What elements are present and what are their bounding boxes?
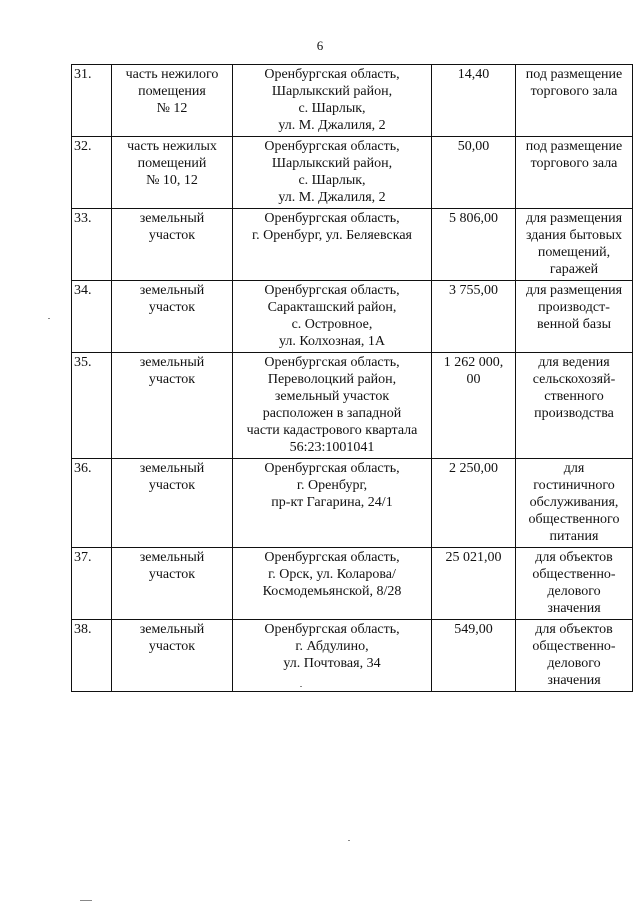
page-number: 6 bbox=[316, 38, 324, 53]
object-type-cell-line: земельный bbox=[139, 622, 205, 637]
row-number: 38. bbox=[72, 620, 112, 692]
address-cell-line: г. Абдулино, bbox=[295, 639, 369, 654]
row-number: 35. bbox=[72, 353, 112, 459]
purpose-cell bbox=[516, 353, 633, 459]
table-body bbox=[72, 65, 633, 692]
object-type-cell-line: земельный bbox=[139, 211, 205, 226]
object-type-cell bbox=[112, 137, 233, 209]
purpose-cell-line: торгового зала bbox=[530, 84, 618, 99]
purpose-cell-line: венной базы bbox=[537, 317, 611, 332]
address-cell-line: Саракташский район, bbox=[267, 300, 397, 315]
area-cell-line: 2 250,00 bbox=[449, 461, 498, 476]
address-cell-line: Оренбургская область, bbox=[264, 211, 400, 226]
area-cell bbox=[432, 353, 516, 459]
scan-speck bbox=[300, 686, 302, 687]
purpose-cell-line: под размещение bbox=[525, 67, 623, 82]
scan-speck bbox=[48, 318, 50, 319]
address-cell-line: ул. Почтовая, 34 bbox=[283, 656, 381, 671]
purpose-cell bbox=[516, 459, 633, 548]
address-cell bbox=[233, 353, 432, 459]
purpose-cell-line: для объектов bbox=[535, 550, 613, 565]
object-type-cell-line: земельный bbox=[139, 283, 205, 298]
address-cell-line: г. Оренбург, ул. Беляевская bbox=[252, 228, 412, 243]
area-cell bbox=[432, 137, 516, 209]
object-type-cell-line: помещения bbox=[138, 84, 206, 99]
object-type-cell bbox=[112, 353, 233, 459]
address-cell-line: пр-кт Гагарина, 24/1 bbox=[271, 495, 393, 510]
address-cell-line: Шарлыкский район, bbox=[271, 156, 393, 171]
table-row bbox=[72, 620, 633, 692]
area-cell bbox=[432, 281, 516, 353]
purpose-cell-line: общественного bbox=[528, 512, 620, 527]
address-cell-line: с. Островное, bbox=[291, 317, 373, 332]
address-cell bbox=[233, 620, 432, 692]
purpose-cell bbox=[516, 137, 633, 209]
purpose-cell bbox=[516, 548, 633, 620]
object-type-cell-line: участок bbox=[148, 372, 196, 387]
address-cell bbox=[233, 137, 432, 209]
purpose-cell-line: гостиничного bbox=[533, 478, 615, 493]
row-number: 34. bbox=[72, 281, 112, 353]
address-cell bbox=[233, 281, 432, 353]
address-cell bbox=[233, 65, 432, 137]
row-number: 31. bbox=[72, 65, 112, 137]
address-cell-line: Оренбургская область, bbox=[264, 283, 400, 298]
row-number: 33. bbox=[72, 209, 112, 281]
object-type-cell-line: помещений bbox=[137, 156, 207, 171]
object-type-cell-line: участок bbox=[148, 228, 196, 243]
object-type-cell-line: участок bbox=[148, 567, 196, 582]
area-cell bbox=[432, 209, 516, 281]
purpose-cell bbox=[516, 209, 633, 281]
object-type-cell bbox=[112, 281, 233, 353]
scan-speck bbox=[348, 840, 350, 841]
purpose-cell-line: питания bbox=[549, 529, 599, 544]
address-cell-line: 56:23:1001041 bbox=[289, 440, 375, 455]
scan-speck bbox=[80, 900, 92, 901]
table-row bbox=[72, 137, 633, 209]
address-cell-line: г. Оренбург, bbox=[296, 478, 368, 493]
purpose-cell-line: производства bbox=[534, 406, 614, 421]
table-row bbox=[72, 209, 633, 281]
purpose-cell-line: делового bbox=[547, 656, 601, 671]
address-cell-line: Шарлыкский район, bbox=[271, 84, 393, 99]
purpose-cell-line: для размещения bbox=[525, 283, 623, 298]
purpose-cell-line: для объектов bbox=[535, 622, 613, 637]
table-row bbox=[72, 281, 633, 353]
area-cell bbox=[432, 548, 516, 620]
address-cell-line: ул. М. Джалиля, 2 bbox=[278, 190, 386, 205]
row-number: 32. bbox=[72, 137, 112, 209]
purpose-cell-line: ственного bbox=[544, 389, 604, 404]
object-type-cell-line: земельный bbox=[139, 355, 205, 370]
purpose-cell-line: для ведения bbox=[538, 355, 610, 370]
property-table bbox=[71, 64, 633, 692]
address-cell bbox=[233, 548, 432, 620]
object-type-cell bbox=[112, 548, 233, 620]
object-type-cell-line: участок bbox=[148, 478, 196, 493]
address-cell bbox=[233, 209, 432, 281]
address-cell-line: г. Орск, ул. Коларова/ bbox=[268, 567, 396, 582]
object-type-cell-line: земельный bbox=[139, 550, 205, 565]
area-cell-line: 50,00 bbox=[457, 139, 490, 154]
purpose-cell-line: производст- bbox=[538, 300, 610, 315]
address-cell-line: ул. М. Джалиля, 2 bbox=[278, 118, 386, 133]
address-cell-line: земельный участок bbox=[274, 389, 390, 404]
address-cell-line: ул. Колхозная, 1А bbox=[278, 334, 386, 349]
area-cell-line: 5 806,00 bbox=[449, 211, 498, 226]
address-cell-line: Оренбургская область, bbox=[264, 67, 400, 82]
row-number: 36. bbox=[72, 459, 112, 548]
purpose-cell-line: значения bbox=[547, 673, 601, 688]
area-cell-line: 25 021,00 bbox=[445, 550, 502, 565]
area-cell bbox=[432, 65, 516, 137]
object-type-cell-line: участок bbox=[148, 639, 196, 654]
object-type-cell-line: № 10, 12 bbox=[146, 173, 198, 188]
address-cell-line: Оренбургская область, bbox=[264, 550, 400, 565]
area-cell-line: 549,00 bbox=[454, 622, 493, 637]
purpose-cell-line: сельскохозяй- bbox=[532, 372, 616, 387]
purpose-cell bbox=[516, 281, 633, 353]
object-type-cell bbox=[112, 459, 233, 548]
table-row bbox=[72, 548, 633, 620]
address-cell-line: Оренбургская область, bbox=[264, 355, 400, 370]
purpose-cell-line: обслуживания, bbox=[529, 495, 619, 510]
area-cell-line: 1 262 000, bbox=[443, 355, 504, 370]
area-cell-line: 3 755,00 bbox=[449, 283, 498, 298]
address-cell-line: Оренбургская область, bbox=[264, 139, 400, 154]
address-cell-line: с. Шарлык, bbox=[298, 101, 366, 116]
table-row bbox=[72, 65, 633, 137]
table-row bbox=[72, 353, 633, 459]
purpose-cell-line: помещений, bbox=[537, 245, 611, 260]
purpose-cell-line: под размещение bbox=[525, 139, 623, 154]
address-cell-line: расположен в западной bbox=[262, 406, 402, 421]
object-type-cell bbox=[112, 65, 233, 137]
row-number: 37. bbox=[72, 548, 112, 620]
purpose-cell bbox=[516, 65, 633, 137]
purpose-cell-line: торгового зала bbox=[530, 156, 618, 171]
address-cell-line: с. Шарлык, bbox=[298, 173, 366, 188]
area-cell bbox=[432, 459, 516, 548]
object-type-cell-line: участок bbox=[148, 300, 196, 315]
object-type-cell-line: часть нежилого bbox=[125, 67, 219, 82]
purpose-cell-line: здания бытовых bbox=[525, 228, 623, 243]
address-cell-line: Космодемьянской, 8/28 bbox=[262, 584, 402, 599]
purpose-cell-line: гаражей bbox=[549, 262, 599, 277]
purpose-cell-line: общественно- bbox=[532, 567, 616, 582]
purpose-cell-line: для bbox=[563, 461, 585, 476]
area-cell bbox=[432, 620, 516, 692]
address-cell-line: Оренбургская область, bbox=[264, 461, 400, 476]
object-type-cell-line: земельный bbox=[139, 461, 205, 476]
purpose-cell bbox=[516, 620, 633, 692]
purpose-cell-line: для размещения bbox=[525, 211, 623, 226]
object-type-cell bbox=[112, 209, 233, 281]
purpose-cell-line: делового bbox=[547, 584, 601, 599]
area-cell-line: 00 bbox=[466, 372, 481, 387]
object-type-cell-line: № 12 bbox=[156, 101, 188, 116]
address-cell-line: части кадастрового квартала bbox=[246, 423, 418, 438]
object-type-cell-line: часть нежилых bbox=[127, 139, 217, 154]
address-cell-line: Переволоцкий район, bbox=[267, 372, 397, 387]
purpose-cell-line: общественно- bbox=[532, 639, 616, 654]
object-type-cell bbox=[112, 620, 233, 692]
area-cell-line: 14,40 bbox=[457, 67, 490, 82]
purpose-cell-line: значения bbox=[547, 601, 601, 616]
table-row bbox=[72, 459, 633, 548]
address-cell-line: Оренбургская область, bbox=[264, 622, 400, 637]
address-cell bbox=[233, 459, 432, 548]
